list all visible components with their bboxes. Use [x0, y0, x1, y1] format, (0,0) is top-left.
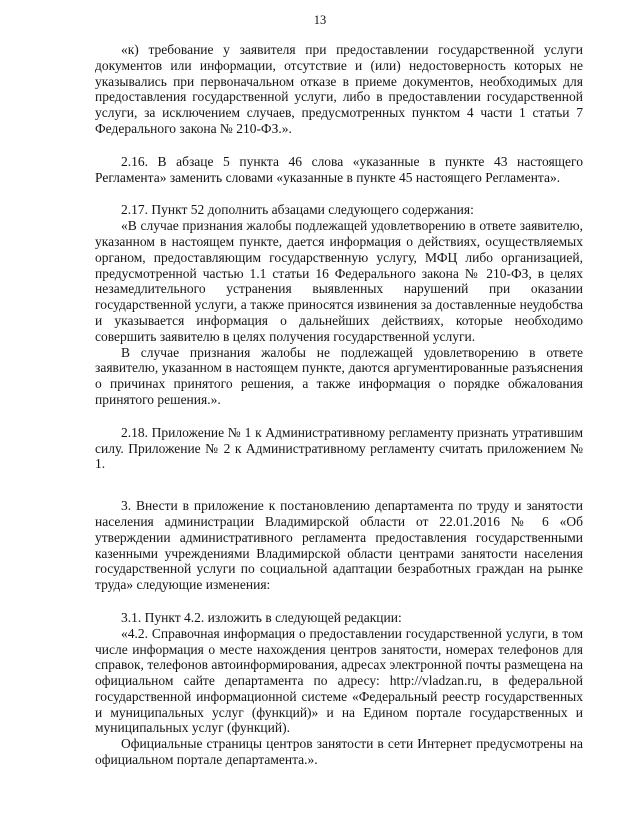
paragraph-gap [95, 472, 583, 498]
paragraph-k: «к) требование у заявителя при предоставлении государственной услуги документов или информации, отсутствие и (или) недостоверность которых не указывались при первоначальном отказе в приеме документов, необходимых для предоставления государственной услуги, либо в предоставлении государственной услуги, за исключением случаев, предусмотренных пунктом 4 части 1 статьи 7 Федерального закона № 210-ФЗ.». [95, 42, 583, 136]
paragraph-2-17-insert-a: «В случае признания жалобы подлежащей удовлетворению в ответе заявителю, указанном в настоящем пункте, дается информация о действиях, осуществляемых органом, предоставляющим государственную услугу, МФЦ либо организацией, предусмотренной частью 1.1 статьи 16 Федерального закона № 210-ФЗ, в целях незамедлительного устранения выявленных нарушений при оказании государственной услуги, а также приносятся извинения за доставленные неудобства и указывается информация о дальнейших действиях, которые необходимо совершить заявителю в целях получения государственной услуги. [95, 218, 583, 344]
page-number: 13 [313, 13, 327, 27]
paragraph-3-1-insert-a: «4.2. Справочная информация о предоставлении государственной услуги, в том числе информация о месте нахождения центров занятости, номерах телефонов для справок, телефонов автоинформирования, адресах электронной почты размещена на официальном сайте департамента по адресу: http://vladzan.ru, в федеральной государственной информационной системе «Федеральный реестр государственных и муниципальных услуг (функций)» и на Едином портале государственных и муниципальных услуг (функций). [95, 625, 583, 736]
paragraph-3: 3. Внести в приложение к постановлению департамента по труду и занятости населения администрации Владимирской области от 22.01.2016 № 6 «Об утверждении административного регламента предоставления государственными казенными учреждениями Владимирской области центрами занятости населения государственной услуги по социальной адаптации безработных граждан на рынке труда» следующие изменения: [95, 498, 583, 593]
document-body [95, 42, 583, 768]
paragraph-gap [95, 137, 583, 154]
paragraph-2-16: 2.16. В абзаце 5 пункта 46 слова «указанные в пункте 43 настоящего Регламента» заменить словами «указанные в пункте 45 настоящего Регламента». [95, 153, 583, 185]
paragraph-gap [95, 408, 583, 425]
paragraph-2-17: 2.17. Пункт 52 дополнить абзацами следующего содержания: [121, 202, 474, 218]
paragraph-gap [95, 593, 583, 610]
paragraph-2-18: 2.18. Приложение № 1 к Административному регламенту признать утратившим силу. Приложение № 2 к Административному регламенту считать приложением № 1. [95, 424, 583, 472]
paragraph-3-1-insert-b: Официальные страницы центров занятости в сети Интернет предусмотрены на официальном портале департамента.». [95, 736, 583, 768]
paragraph-gap [95, 185, 583, 202]
paragraph-3-1: 3.1. Пункт 4.2. изложить в следующей редакции: [121, 609, 402, 625]
paragraph-2-17-insert-b: В случае признания жалобы не подлежащей удовлетворению в ответе заявителю, указанном в настоящем пункте, даются аргументированные разъяснения о причинах принятого решения, а также информация о порядке обжалования принятого решения.». [95, 344, 583, 407]
